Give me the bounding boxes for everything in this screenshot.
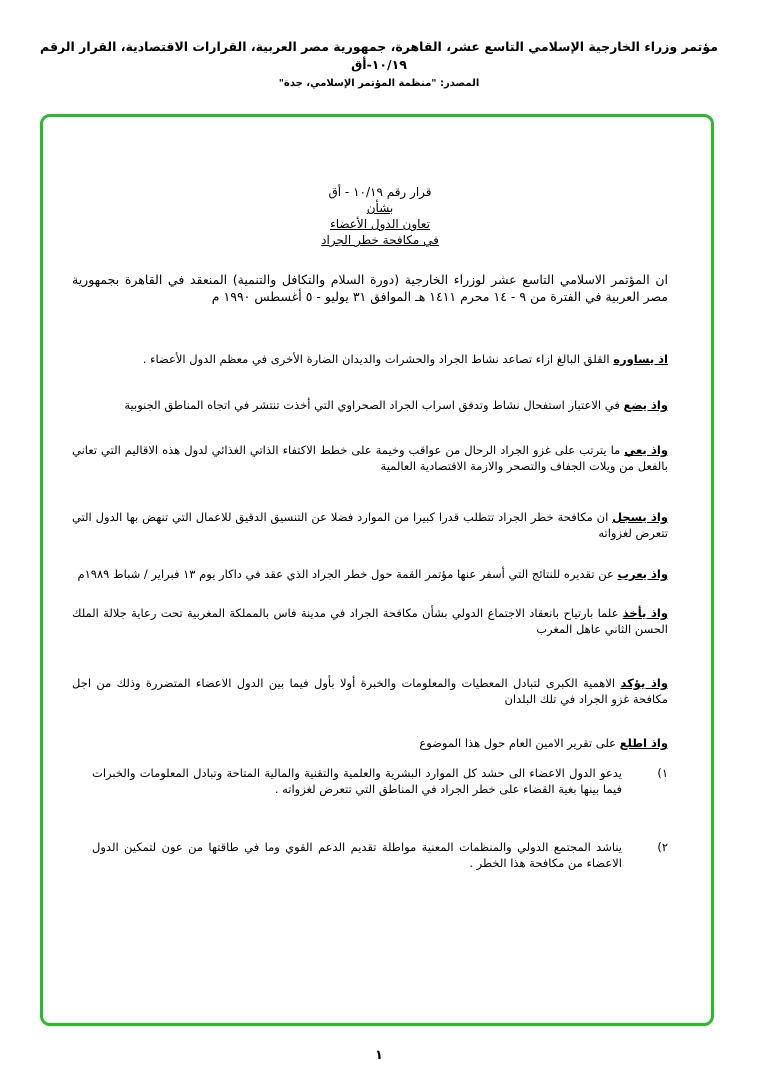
operative-item-number: ٢) (657, 840, 668, 854)
preamble-lead: واذ يضع (623, 398, 668, 412)
operative-item-text: يدعو الدول الاعضاء الى حشد كل الموارد البشرية والعلمية والتقنية والمالية المتاحة وتبادل المعلومات والخبرات فيما بينها بغية القضاء على خطر الجراد في المناطق التي تتعرض لغزواته . (92, 766, 622, 796)
preamble-paragraph (72, 606, 668, 637)
resolution-concerning: بشأن (366, 201, 394, 215)
resolution-heading (240, 184, 520, 248)
preamble-text: في الاعتبار استفحال نشاط وتدفق اسراب الجراد الصحراوي التي أخذت تنتشر في اتجاه المناطق الجنوبية (124, 398, 624, 412)
preamble-text: عن تقديره للنتائج التي أسفر عنها مؤتمر القمة حول خطر الجراد الذي عقد في داكار يوم ١٣ فبراير / شباط ١٩٨٩م (77, 567, 618, 581)
preamble-paragraph (72, 352, 668, 368)
preamble-paragraph (72, 398, 668, 414)
operative-item (92, 840, 668, 871)
preamble-lead: واذ اطلع (619, 736, 668, 750)
preamble-lead: واذ يعي (624, 443, 668, 457)
preamble-lead: واذ يسجل (612, 510, 668, 524)
preamble-text: الاهمية الكبرى لتبادل المعطيات والمعلومات والخبرة أولا بأول فيما بين الدول الاعضاء المتضررة وذلك من اجل مكافحة غزو الجراد في تلك البلدان (72, 676, 668, 706)
preamble-paragraph (72, 736, 668, 752)
document-title: مؤتمر وزراء الخارجية الإسلامي التاسع عشر، القاهرة، جمهورية مصر العربية، القرارات الاقتصادية، القرار الرقم ١٠/١٩-أق (40, 39, 718, 72)
page-number: ١ (375, 1048, 383, 1063)
preamble-lead: واذ يعرب (617, 567, 668, 581)
document-header (20, 38, 738, 89)
operative-item-text: يناشد المجتمع الدولي والمنظمات المعنية مواطلة تقديم الدعم القوي وما في طاقتها من عون لتمكين الدول الاعضاء من مكافحة هذا الخطر . (92, 840, 622, 870)
preamble-paragraph (72, 676, 668, 707)
preamble-text: القلق البالغ ازاء تصاعد نشاط الجراد والحشرات والديدان الضارة الأخرى في معظم الدول الأعضاء . (142, 352, 614, 366)
preamble-paragraph (72, 567, 668, 583)
preamble-text: ما يترتب على غزو الجراد الرحال من عواقب وخيمة على خطط الاكتفاء الذاتي الغذائي لدول هذه الاقاليم التي تعاني بالفعل من ويلات الجفاف والتصحر والازمة الاقتصادية العالمية (72, 443, 668, 473)
preamble-paragraph (72, 510, 668, 541)
resolution-subject-line-1: تعاون الدول الأعضاء (330, 217, 430, 231)
preamble-text: على تقرير الامين العام حول هذا الموضوع (419, 736, 620, 750)
preamble-paragraph (72, 443, 668, 474)
resolution-subject-line-2: في مكافحة خطر الجراد (321, 233, 439, 247)
intro-paragraph: ان المؤتمر الاسلامي التاسع عشر لوزراء الخارجية (دورة السلام والتكافل والتنمية) المنعقد في القاهرة بجمهورية مصر العربية في الفترة من ٩ - ١٤ محرم ١٤١١ هـ الموافق ٣١ يوليو - ٥ أغسطس ١٩٩٠ م (72, 272, 668, 304)
preamble-text: علما بارتياح بانعقاد الاجتماع الدولي بشأن مكافحة الجراد في مدينة فاس بالمملكة المغربية تحت رعاية جلالة الملك الحسن الثاني عاهل المغرب (72, 606, 668, 636)
preamble-lead: واذ يأخذ (622, 606, 669, 620)
preamble-lead: اذ يساوره (613, 352, 668, 366)
preamble-text: ان مكافحة خطر الجراد تتطلب قدرا كبيرا من الموارد فضلا عن التنسيق الدقيق للاعمال التي تنهض بها الدول التي تتعرض لغزواته (72, 510, 668, 540)
document-source: المصدر: "منظمة المؤتمر الإسلامي، جدة" (278, 78, 480, 89)
operative-item (92, 766, 668, 797)
preamble-lead: واذ يؤكد (620, 676, 669, 690)
resolution-number: قرار رقم ١٠/١٩ - أق (328, 185, 432, 199)
operative-item-number: ١) (657, 766, 668, 780)
